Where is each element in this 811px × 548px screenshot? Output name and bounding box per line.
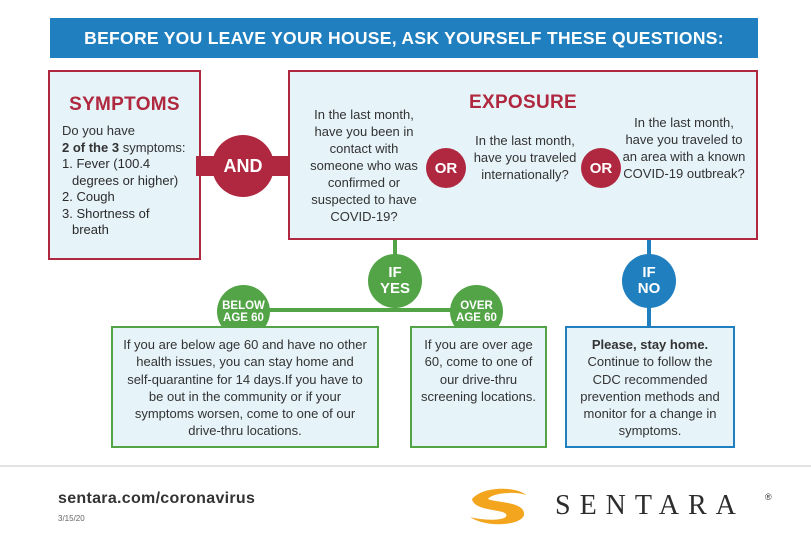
symptom-item: 1. Fever (100.4 degrees or higher) (62, 156, 179, 188)
if-no-label-bottom: NO (637, 280, 661, 297)
over-label-top: OVER (460, 299, 493, 312)
below-label-top: BELOW (222, 299, 265, 312)
header-banner (50, 18, 758, 58)
symptom-item: 3. Shortness of breath (62, 205, 150, 237)
if-yes-badge (368, 254, 422, 308)
registered-mark: ® (765, 492, 772, 502)
exposure-question-outbreak-area: In the last month, have you traveled to an area with a known COVID-19 outbreak? (622, 115, 746, 181)
banner-title: BEFORE YOU LEAVE YOUR HOUSE, ASK YOURSELF THESE QUESTIONS: (84, 27, 724, 48)
exposure-title: EXPOSURE (469, 92, 577, 113)
and-label: AND (223, 155, 263, 176)
sentara-logo-icon (466, 487, 530, 527)
symptom-item: 2. Cough (62, 189, 115, 204)
over-label-bottom: AGE 60 (456, 311, 497, 324)
symptoms-box (48, 70, 201, 260)
or-label: OR (589, 159, 613, 177)
outcome-over-60-text: If you are over age 60, come to one of our drive-thru screening locations. (421, 337, 536, 404)
outcome-over-60-box (410, 326, 547, 448)
exposure-question-contact: In the last month, have you been in contact with someone who was confirmed or suspected to have COVID-19? (310, 107, 418, 224)
footer-divider (0, 465, 811, 467)
outcome-below-60-box (111, 326, 379, 448)
or-badge (426, 148, 466, 188)
if-yes-label-bottom: YES (379, 280, 410, 297)
sentara-brand-name: SENTARA (555, 490, 745, 521)
symptoms-list (62, 156, 187, 239)
age-split-line (244, 308, 477, 312)
below-label-bottom: AGE 60 (223, 311, 264, 324)
symptoms-title: SYMPTOMS (69, 94, 180, 115)
footer-url-link[interactable]: sentara.com/coronavirus (58, 490, 256, 507)
and-badge (212, 135, 274, 197)
if-no-label-top: IF (642, 264, 656, 281)
if-no-badge (622, 254, 676, 308)
footer-date: 3/15/20 (58, 514, 85, 523)
symptoms-intro-text: Do you have (62, 123, 135, 138)
if-yes-label-top: IF (388, 264, 402, 281)
outcome-stay-home-box (565, 326, 735, 448)
exposure-question-international: In the last month, have you traveled internationally? (473, 133, 577, 182)
symptoms-intro (62, 123, 187, 156)
outcome-stay-home-title: Please, stay home. (591, 337, 709, 352)
symptoms-intro-suffix: symptoms: (119, 139, 186, 155)
or-label: OR (434, 159, 458, 177)
outcome-below-60-text: If you are below age 60 and have no other health issues, you can stay home and self-quarantine for 14 days.If you have to be out in the community or if your symptoms worsen, come to one of our drive-thru locations. (123, 337, 367, 439)
symptoms-intro-bold: 2 of the 3 (62, 139, 120, 155)
exposure-box (288, 70, 758, 240)
outcome-stay-home-text: Continue to follow the CDC recommended prevention methods and monitor for a change in symptoms. (580, 354, 720, 439)
or-badge (581, 148, 621, 188)
